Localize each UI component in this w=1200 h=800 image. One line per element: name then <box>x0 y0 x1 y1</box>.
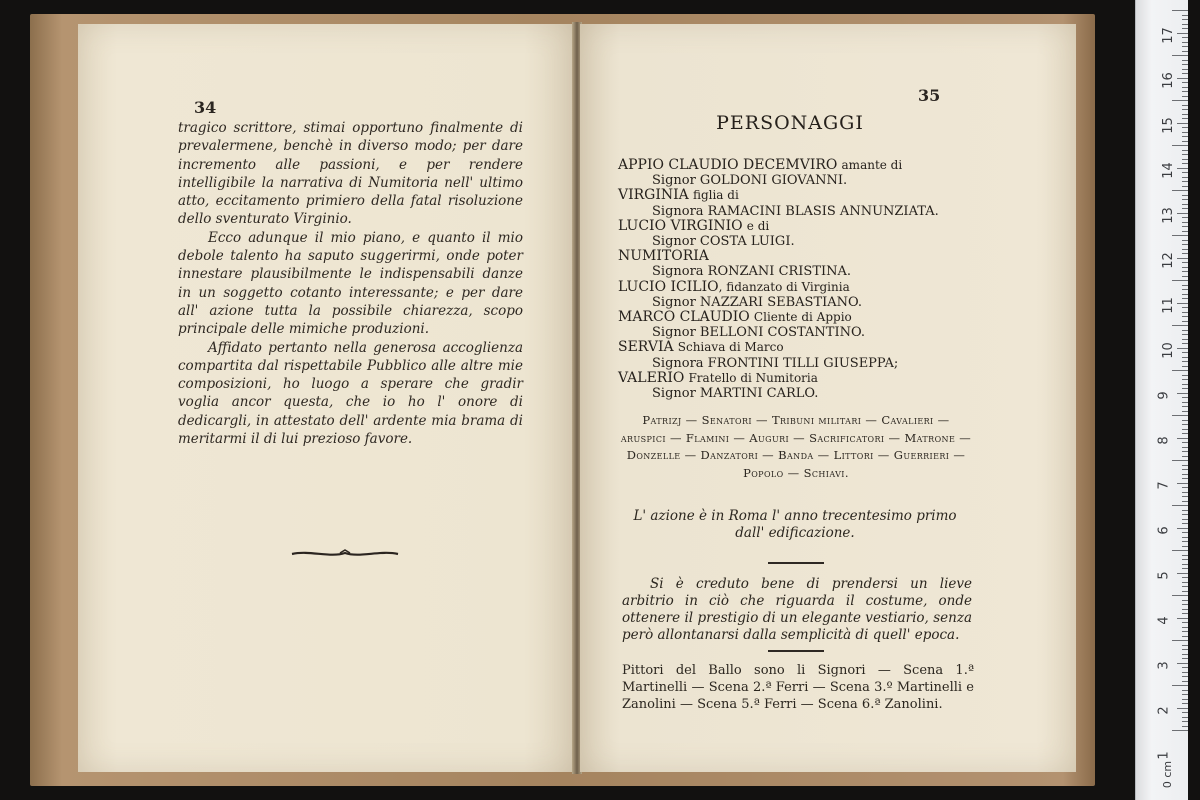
ruler-tick <box>1177 438 1188 439</box>
ruler-tick <box>1182 154 1188 155</box>
ruler-tick <box>1182 514 1188 515</box>
ruler-tick <box>1177 573 1188 574</box>
ruler-tick <box>1182 388 1188 389</box>
ruler-tick <box>1182 402 1188 403</box>
ruler-tick <box>1182 267 1188 268</box>
ruler-tick <box>1172 55 1188 56</box>
cast-role: APPIO CLAUDIO DECEMVIRO <box>618 157 838 173</box>
ruler-tick <box>1182 492 1188 493</box>
ruler-tick <box>1182 586 1188 587</box>
ruler-tick <box>1182 447 1188 448</box>
ruler-tick <box>1182 582 1188 583</box>
ruler-tick <box>1182 442 1188 443</box>
ruler-tick <box>1182 591 1188 592</box>
cast-actor: Signor MARTINI CARLO. <box>652 386 819 402</box>
ruler-number: 13 <box>1160 207 1176 224</box>
ruler-tick <box>1182 712 1188 713</box>
cast-role: LUCIO ICILIO <box>618 278 719 295</box>
ruler-tick <box>1182 429 1188 430</box>
ruler-tick <box>1182 487 1188 488</box>
ruler-tick <box>1182 105 1188 106</box>
ruler-tick <box>1172 10 1188 11</box>
ruler-tick <box>1172 235 1188 236</box>
left-page-text <box>178 119 523 448</box>
ruler-tick <box>1177 528 1188 529</box>
ruler-tick <box>1182 474 1188 475</box>
paragraph-3: Affidato pertanto nella generosa accoglienza compartita dal rispettabile Pubblico alle altre mie composizioni, ho luogo a sperare che gradir voglia ancor questa, che io ho l' onore di dedicargli, in attestato dell' ardente mia brama di meritarmi il di lui prezioso favore. <box>178 339 523 448</box>
ruler-tick <box>1172 730 1188 731</box>
ruler-tick <box>1182 559 1188 560</box>
ruler-tick <box>1182 519 1188 520</box>
ruler-tick <box>1182 294 1188 295</box>
right-page <box>580 24 1076 772</box>
ruler-tick <box>1182 568 1188 569</box>
ruler-tick <box>1182 649 1188 650</box>
ruler-tick <box>1177 123 1188 124</box>
ruler-tick <box>1182 321 1188 322</box>
paragraph-2: Ecco adunque il mio piano, e quanto il mio debole talento ha saputo suggerirmi, onde poter innestare plausibilmente le indispensabili danze in un soggetto cotanto interessante; e per dare all' azione tutta la possibile chiarezza, scopo principale delle mimiche produzioni. <box>178 229 523 338</box>
ruler-tick <box>1177 78 1188 79</box>
ruler-tick <box>1182 37 1188 38</box>
ruler-number: 15 <box>1160 117 1176 134</box>
cast-note: Fratello di Numitoria <box>688 370 818 385</box>
ruler-tick <box>1172 325 1188 326</box>
cast-actor: Signora FRONTINI TILLI GIUSEPPA; <box>652 355 899 371</box>
ruler-tick <box>1182 496 1188 497</box>
ruler-tick <box>1182 397 1188 398</box>
ruler-tick <box>1172 100 1188 101</box>
ruler-tick <box>1182 523 1188 524</box>
ruler-tick <box>1182 676 1188 677</box>
ruler-tick <box>1182 703 1188 704</box>
cast-role: VIRGINIA <box>618 187 689 204</box>
ruler-tick <box>1182 433 1188 434</box>
ruler-tick <box>1182 51 1188 52</box>
ruler-tick <box>1182 478 1188 479</box>
ruler-tick <box>1182 604 1188 605</box>
ruler-tick <box>1182 334 1188 335</box>
page-number-left: 34 <box>194 98 217 117</box>
end-flourish <box>290 548 400 560</box>
ruler-tick <box>1182 609 1188 610</box>
ruler-tick <box>1182 564 1188 565</box>
ruler-tick <box>1182 469 1188 470</box>
ruler-tick <box>1182 672 1188 673</box>
ruler-tick <box>1182 249 1188 250</box>
ruler-tick <box>1182 510 1188 511</box>
ruler-tick <box>1182 87 1188 88</box>
ruler-tick <box>1177 348 1188 349</box>
ruler-tick <box>1182 694 1188 695</box>
chorus-list: Patrizj — Senatori — Tribuni militari — Cavalieri — aruspici — Flamini — Auguri — Sacrificatori — Matrone — Donzelle — Danzatori — Banda — Littori — Guerrieri — Popolo — Schiavi. <box>620 413 972 480</box>
ruler-tick <box>1182 253 1188 254</box>
ruler-number: 10 <box>1160 342 1176 359</box>
ruler-tick <box>1182 379 1188 380</box>
cast-role: NUMITORIA <box>618 248 709 265</box>
ruler-tick <box>1182 699 1188 700</box>
ruler-tick <box>1182 645 1188 646</box>
cast-heading: PERSONAGGI <box>716 112 864 134</box>
ruler-number: 14 <box>1160 162 1176 179</box>
ruler-number: 1 <box>1156 751 1172 760</box>
ruler-number: 11 <box>1160 297 1176 314</box>
ruler-tick <box>1182 681 1188 682</box>
ruler-tick <box>1182 46 1188 47</box>
ruler-tick <box>1182 24 1188 25</box>
ruler-tick <box>1182 42 1188 43</box>
cast-item <box>618 249 1018 279</box>
cast-actor: Signora RONZANI CRISTINA. <box>652 264 852 280</box>
ruler-tick <box>1182 118 1188 119</box>
ruler-tick <box>1182 271 1188 272</box>
cast-role: SERVIA <box>618 339 674 356</box>
cast-list <box>618 158 1018 401</box>
ruler-tick <box>1177 213 1188 214</box>
cast-item <box>618 371 1018 401</box>
cast-item <box>618 219 1018 249</box>
ruler-tick <box>1172 595 1188 596</box>
ruler-unit: 0 cm <box>1161 760 1175 789</box>
painters-note: Pittori del Ballo sono li Signori — Scena 1.ª Martinelli — Scena 2.ª Ferri — Scena 3.º Martinelli e Zanolini — Scena 5.ª Ferri — Scena 6.ª Zanolini. <box>622 663 974 712</box>
ruler-tick <box>1177 303 1188 304</box>
ruler-tick <box>1182 577 1188 578</box>
ruler-tick <box>1182 717 1188 718</box>
ruler-tick <box>1182 357 1188 358</box>
ruler-tick <box>1172 505 1188 506</box>
left-page <box>78 24 574 772</box>
ruler-tick <box>1172 685 1188 686</box>
ruler-tick <box>1182 244 1188 245</box>
ruler-tick <box>1182 721 1188 722</box>
ruler-tick <box>1182 276 1188 277</box>
ruler-tick <box>1182 600 1188 601</box>
ruler-tick <box>1182 19 1188 20</box>
ruler-tick <box>1182 352 1188 353</box>
cast-note: e di <box>746 218 770 233</box>
ruler-tick <box>1182 555 1188 556</box>
ruler-number: 5 <box>1156 571 1172 580</box>
ruler-tick <box>1182 289 1188 290</box>
cast-item <box>618 158 1018 188</box>
ruler-number: 9 <box>1156 391 1172 400</box>
ruler-tick <box>1177 708 1188 709</box>
ruler-tick <box>1182 312 1188 313</box>
divider-rule <box>768 562 824 564</box>
costume-note-text: Si è creduto bene di prendersi un lieve arbitrio in ciò che riguarda il costume, onde ottenere il prestigio di un elegante vestiario, senza però allontanarsi dalla semplicità di quell' epoca. <box>622 576 972 643</box>
ruler-tick <box>1182 339 1188 340</box>
ruler-tick <box>1172 370 1188 371</box>
ruler-tick <box>1177 618 1188 619</box>
ruler-tick <box>1182 375 1188 376</box>
measurement-ruler <box>1135 0 1188 800</box>
ruler-tick <box>1182 451 1188 452</box>
ruler-number: 2 <box>1156 706 1172 715</box>
ruler-tick <box>1182 82 1188 83</box>
ruler-tick <box>1177 258 1188 259</box>
ruler-tick <box>1182 15 1188 16</box>
ruler-tick <box>1182 64 1188 65</box>
ruler-tick <box>1182 163 1188 164</box>
cast-actor: Signor NAZZARI SEBASTIANO. <box>652 294 863 310</box>
ruler-tick <box>1182 316 1188 317</box>
ruler-tick <box>1182 181 1188 182</box>
ruler-tick <box>1182 195 1188 196</box>
ruler-number: 6 <box>1156 526 1172 535</box>
ruler-tick <box>1182 91 1188 92</box>
divider-rule <box>768 650 824 652</box>
ruler-tick <box>1177 33 1188 34</box>
ruler-tick <box>1182 420 1188 421</box>
ruler-tick <box>1182 28 1188 29</box>
ruler-tick <box>1172 190 1188 191</box>
ruler-tick <box>1182 546 1188 547</box>
ruler-tick <box>1177 168 1188 169</box>
ruler-tick <box>1182 537 1188 538</box>
ruler-tick <box>1177 663 1188 664</box>
ruler-tick <box>1182 132 1188 133</box>
ruler-tick <box>1172 550 1188 551</box>
cast-note: , fidanzato di Virginia <box>718 279 850 294</box>
ruler-tick <box>1182 204 1188 205</box>
cast-note: Cliente di Appio <box>753 310 852 325</box>
ruler-tick <box>1182 96 1188 97</box>
ruler-tick <box>1182 654 1188 655</box>
ruler-tick <box>1182 60 1188 61</box>
ruler-tick <box>1182 613 1188 614</box>
ruler-tick <box>1182 631 1188 632</box>
ruler-tick <box>1182 217 1188 218</box>
cast-actor: Signor COSTA LUIGI. <box>652 234 795 250</box>
cast-actor: Signora RAMACINI BLASIS ANNUNZIATA. <box>652 203 939 219</box>
ruler-tick <box>1182 343 1188 344</box>
ruler-tick <box>1182 465 1188 466</box>
ruler-tick <box>1182 424 1188 425</box>
ruler-tick <box>1182 690 1188 691</box>
ruler-tick <box>1182 285 1188 286</box>
ruler-tick <box>1182 150 1188 151</box>
ruler-tick <box>1182 136 1188 137</box>
ruler-tick <box>1182 411 1188 412</box>
ruler-number: 12 <box>1160 252 1176 269</box>
ruler-number: 17 <box>1160 27 1176 44</box>
ruler-tick <box>1182 384 1188 385</box>
cast-item <box>618 340 1018 370</box>
cast-actor: Signor BELLONI COSTANTINO. <box>652 325 865 341</box>
cast-role: VALERIO <box>618 369 685 386</box>
ruler-tick <box>1172 280 1188 281</box>
ruler-tick <box>1182 307 1188 308</box>
ruler-tick <box>1182 406 1188 407</box>
ruler-tick <box>1182 109 1188 110</box>
ruler-tick <box>1182 186 1188 187</box>
ruler-tick <box>1172 460 1188 461</box>
ruler-tick <box>1182 240 1188 241</box>
cast-note: figlia di <box>692 188 739 203</box>
ruler-tick <box>1182 199 1188 200</box>
ruler-tick <box>1182 622 1188 623</box>
cast-item <box>618 280 1018 310</box>
ruler-number: 8 <box>1156 436 1172 445</box>
ruler-tick <box>1172 415 1188 416</box>
ruler-tick <box>1172 640 1188 641</box>
costume-note <box>622 576 972 644</box>
cast-item <box>618 310 1018 340</box>
paragraph-1: tragico scrittore, stimai opportuno finalmente di prevalermene, benchè in diverso modo; per dare incremento alle passioni, e per rendere intelligibile la narrativa di Numitoria nell' ultimo atto, eccitamento primiero della fatal risoluzione dello sventurato Virginio. <box>178 120 523 228</box>
ruler-tick <box>1182 361 1188 362</box>
cast-role: LUCIO VIRGINIO <box>618 217 743 234</box>
ruler-number: 7 <box>1156 481 1172 490</box>
ruler-tick <box>1182 298 1188 299</box>
ruler-tick <box>1182 208 1188 209</box>
ruler-tick <box>1182 231 1188 232</box>
ruler-tick <box>1182 667 1188 668</box>
ruler-number: 3 <box>1156 661 1172 670</box>
cast-item <box>618 188 1018 218</box>
cast-note: Schiava di Marco <box>677 340 784 355</box>
ruler-tick <box>1182 69 1188 70</box>
ruler-tick <box>1182 627 1188 628</box>
ruler-tick <box>1182 222 1188 223</box>
ruler-tick <box>1182 726 1188 727</box>
ruler-tick <box>1182 456 1188 457</box>
ruler-tick <box>1182 141 1188 142</box>
ruler-number: 4 <box>1156 616 1172 625</box>
ruler-tick <box>1182 501 1188 502</box>
ruler-tick <box>1182 114 1188 115</box>
cast-note: amante di <box>841 158 903 172</box>
ruler-tick <box>1182 330 1188 331</box>
ruler-tick <box>1177 393 1188 394</box>
ruler-tick <box>1182 73 1188 74</box>
ruler-tick <box>1182 262 1188 263</box>
cast-role: MARCO CLAUDIO <box>618 309 750 326</box>
ruler-tick <box>1182 127 1188 128</box>
ruler-tick <box>1182 532 1188 533</box>
page-number-right: 35 <box>918 86 941 105</box>
scene-note: L' azione è in Roma l' anno trecentesimo primo dall' edificazione. <box>633 508 957 541</box>
ruler-tick <box>1182 226 1188 227</box>
ruler-tick <box>1182 636 1188 637</box>
ruler-tick <box>1182 172 1188 173</box>
ruler-tick <box>1182 177 1188 178</box>
ruler-tick <box>1172 145 1188 146</box>
cast-actor: Signor GOLDONI GIOVANNI. <box>652 173 848 189</box>
ruler-tick <box>1182 658 1188 659</box>
ruler-tick <box>1177 483 1188 484</box>
ruler-number: 16 <box>1160 72 1176 89</box>
ruler-tick <box>1182 159 1188 160</box>
ruler-tick <box>1182 541 1188 542</box>
ruler-tick <box>1182 366 1188 367</box>
